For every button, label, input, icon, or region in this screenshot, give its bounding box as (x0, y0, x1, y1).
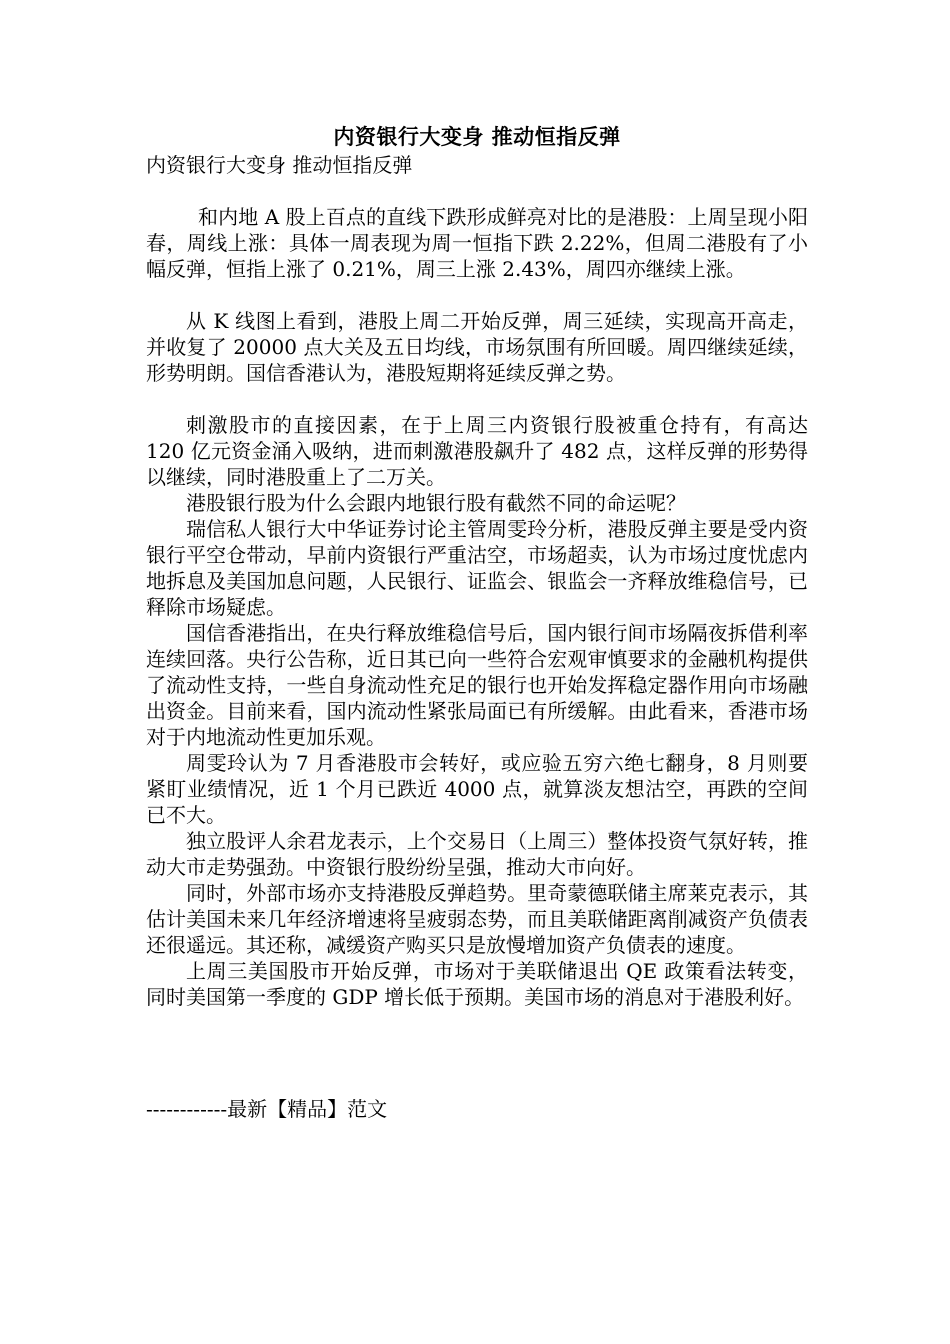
paragraph-gap (146, 282, 808, 308)
paragraph-3: 刺激股市的直接因素，在于上周三内资银行股被重仓持有，有高达 120 亿元资金涌入吸纳，进而刺激港股飙升了 482 点，这样反弹的形势得以继续，同时港股重上了二万关。 (146, 413, 808, 489)
paragraph-2: 从 K 线图上看到，港股上周二开始反弹，周三延续，实现高开高走，并收复了 20000 点大关及五日均线，市场氛围有所回暖。周四继续延续，形势明朗。国信香港认为，港股短期将延续反弹之势。 (146, 309, 808, 385)
paragraph-gap (146, 386, 808, 412)
paragraph-1: 和内地 A 股上百点的直线下跌形成鲜亮对比的是港股：上周呈现小阳春，周线上涨：具体一周表现为周一恒指下跌 2.22%，但周二港股有了小幅反弹，恒指上涨了 0.21%，周三上涨 2.43%，周四亦继续上涨。 (146, 205, 808, 281)
document-subtitle: 内资银行大变身 推动恒指反弹 (146, 153, 413, 177)
paragraph-10: 上周三美国股市开始反弹，市场对于美联储退出 QE 政策看法转变，同时美国第一季度的 GDP 增长低于预期。美国市场的消息对于港股利好。 (146, 959, 808, 1009)
paragraph-gap (146, 178, 808, 204)
document-footer: ------------最新【精品】范文 (146, 1097, 388, 1121)
paragraph-7: 周雯玲认为 7 月香港股市会转好，或应验五穷六绝七翻身，8 月则要紧盯业绩情况，近 1 个月已跌近 4000 点，就算淡友想沽空，再跌的空间已不大。 (146, 751, 808, 827)
document-body (146, 122, 808, 1010)
document-title: 内资银行大变身 推动恒指反弹 (333, 124, 621, 149)
paragraph-9: 同时，外部市场亦支持港股反弹趋势。里奇蒙德联储主席莱克表示，其估计美国未来几年经济增速将呈疲弱态势，而且美联储距离削减资产负债表还很遥远。其还称，减缓资产购买只是放慢增加资产负债表的速度。 (146, 881, 808, 957)
paragraph-5: 瑞信私人银行大中华证券讨论主管周雯玲分析，港股反弹主要是受内资银行平空仓带动，早前内资银行严重沽空，市场超卖，认为市场过度忧虑内地拆息及美国加息问题，人民银行、证监会、银监会一齐释放维稳信号，已释除市场疑虑。 (146, 517, 808, 619)
paragraph-6: 国信香港指出，在央行释放维稳信号后，国内银行间市场隔夜拆借利率连续回落。央行公告称，近日其已向一些符合宏观审慎要求的金融机构提供了流动性支持，一些自身流动性充足的银行也开始发挥稳定器作用向市场融出资金。目前来看，国内流动性紧张局面已有所缓解。由此看来，香港市场对于内地流动性更加乐观。 (146, 621, 808, 749)
paragraph-4: 港股银行股为什么会跟内地银行股有截然不同的命运呢？ (186, 491, 686, 515)
paragraph-8: 独立股评人余君龙表示，上个交易日（上周三）整体投资气氛好转，推动大市走势强劲。中资银行股纷纷呈强，推动大市向好。 (146, 829, 808, 879)
